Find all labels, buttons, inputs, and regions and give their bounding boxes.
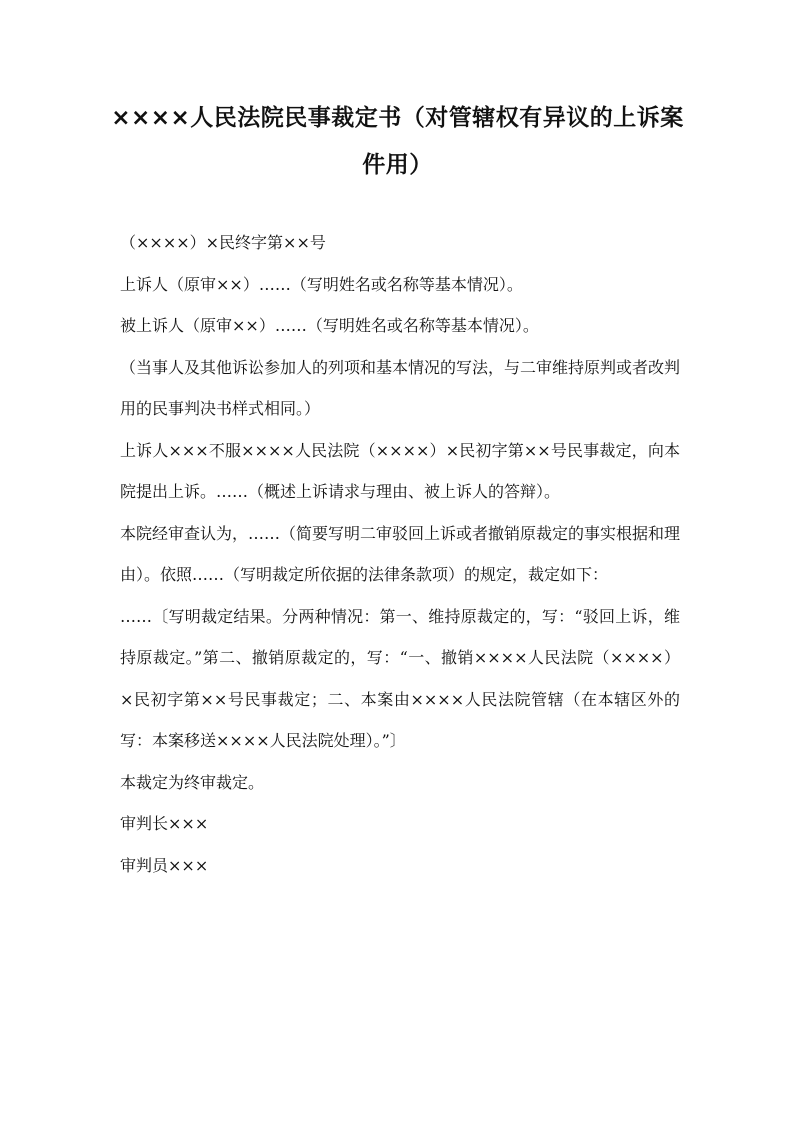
court-findings-paragraph: 本院经审查认为，……（简要写明二审驳回上诉或者撤销原裁定的事实根据和理由）。依照……（写明裁定所依据的法律条款项）的规定，裁定如下： [120, 523, 681, 584]
parties-note-paragraph: （当事人及其他诉讼参加人的列项和基本情况的写法，与二审维持原判或者改判用的民事判决书样式相同。） [120, 357, 681, 418]
appellee-paragraph: 被上诉人（原审××）……（写明姓名或名称等基本情况）。 [120, 316, 539, 335]
case-number: （××××）×民终字第××号 [120, 233, 326, 252]
appellant-paragraph: 上诉人（原审××）……（写明姓名或名称等基本情况）。 [120, 274, 523, 294]
ruling-result-paragraph: ……〔写明裁定结果。分两种情况：第一、维持原裁定的，写：“驳回上诉，维持原裁定。”第二、撤销原裁定的，写：“一、撤销××××人民法院（××××）×民初字第××号民事裁定；二、本案由××××人民法院管辖（在本辖区外的写：本案移送××××人民法院处理）。”〕 [120, 606, 680, 750]
document-title: ××××人民法院民事裁定书（对管辖权有异议的上诉案件用） [111, 105, 684, 178]
appeal-paragraph: 上诉人×××不服××××人民法院（××××）×民初字第××号民事裁定，向本院提出上诉。……（概述上诉请求与理由、被上诉人的答辩）。 [120, 440, 680, 501]
presiding-judge: 审判长××× [120, 814, 209, 833]
final-ruling-paragraph: 本裁定为终审裁定。 [120, 772, 265, 792]
document-body [120, 222, 680, 886]
judge: 审判员××× [120, 855, 209, 875]
